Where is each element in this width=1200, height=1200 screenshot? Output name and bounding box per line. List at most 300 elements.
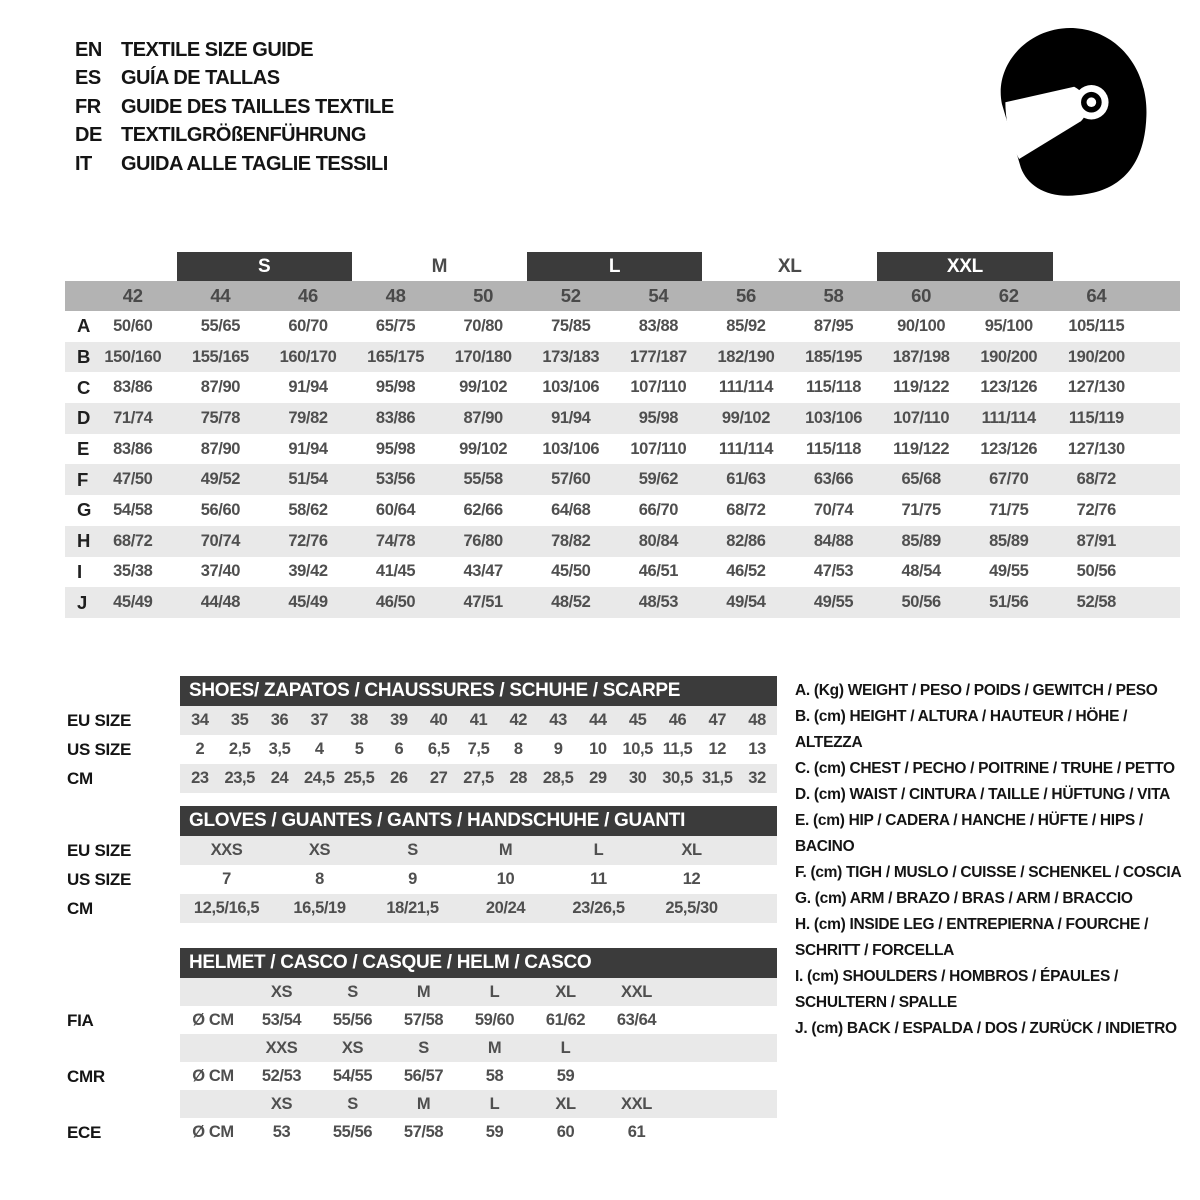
size-value: 59/62	[638, 470, 678, 489]
size-group-xxl: XXL	[877, 252, 1052, 281]
language-title: GUIDA ALLE TAGLIE TESSILI	[121, 152, 388, 175]
size-value: 54/55	[332, 1066, 373, 1085]
size-value: 87/90	[200, 378, 241, 397]
size-value: 2,5	[228, 740, 251, 758]
size-value: 190/200	[1067, 347, 1125, 366]
size-value: 74/78	[375, 531, 416, 550]
legend-item: A. (Kg) WEIGHT / PESO / POIDS / GEWITCH / PESO	[795, 682, 1158, 699]
language-row	[75, 122, 394, 151]
size-value: 23	[191, 769, 209, 787]
size-value: 68/72	[726, 500, 766, 519]
size-value: 90/100	[897, 316, 946, 335]
size-value: 115/118	[806, 439, 862, 458]
size-value: 6	[394, 740, 404, 758]
language-header	[75, 36, 394, 179]
size-value: 95/100	[984, 316, 1033, 335]
size-row-label: B	[77, 346, 91, 368]
helmet-size-table	[180, 948, 777, 1146]
size-value: 30,5	[662, 769, 693, 787]
size-value: 103/106	[542, 378, 600, 397]
legend-item: H. (cm) INSIDE LEG / ENTREPIERNA / FOURCHE / SCHRITT / FORCELLA	[795, 916, 1149, 959]
size-value: 62/66	[463, 500, 503, 519]
number-header-52: 52	[560, 285, 581, 306]
size-value: 165/175	[367, 347, 424, 366]
size-value: 10	[496, 870, 515, 888]
size-value: 39	[390, 711, 408, 729]
measurement-legend	[795, 678, 1195, 1042]
language-title: TEXTILE SIZE GUIDE	[121, 38, 314, 61]
size-value: 66/70	[638, 500, 678, 519]
size-value: 9	[553, 740, 563, 758]
legend-item: C. (cm) CHEST / PECHO / POITRINE / TRUHE / PETTO	[795, 760, 1175, 777]
size-row-f	[65, 464, 1180, 495]
size-value: 75/85	[551, 316, 591, 335]
size-value: 80/84	[638, 531, 678, 550]
side-label-cmr: CMR	[67, 1066, 105, 1086]
size-value: 87/95	[813, 316, 854, 335]
shoes-rows-row-1	[180, 735, 777, 764]
size-value: XS	[308, 841, 331, 859]
size-value: 28	[509, 769, 528, 787]
size-value: 91/94	[551, 408, 591, 427]
size-value: 70/80	[463, 316, 503, 335]
size-row-label: F	[77, 468, 89, 490]
helmet-size-label: S	[347, 1094, 358, 1113]
size-value: 57/58	[403, 1010, 444, 1029]
side-label-eu-size: EU SIZE	[67, 840, 132, 860]
size-value: 7,5	[467, 740, 490, 758]
size-value: 44/48	[200, 593, 241, 612]
size-value: 58	[485, 1066, 504, 1085]
size-value: 25,5	[343, 769, 375, 787]
size-value: 103/106	[542, 439, 600, 458]
legend-item: G. (cm) ARM / BRAZO / BRAS / ARM / BRACCIO	[795, 890, 1133, 907]
side-label-cm: CM	[67, 768, 93, 788]
size-value: 53/54	[261, 1010, 302, 1029]
size-value: 111/114	[981, 408, 1036, 427]
size-value: 31,5	[702, 769, 733, 787]
size-value: 68/72	[1076, 470, 1116, 489]
size-value: XXS	[210, 841, 243, 859]
legend-item: J. (cm) BACK / ESPALDA / DOS / ZURÜCK / INDIETRO	[795, 1020, 1177, 1037]
gloves-title-bar: GLOVES / GUANTES / GANTS / HANDSCHUHE / GUANTI	[180, 806, 777, 836]
helmet-size-label: L	[560, 1038, 571, 1057]
size-value: 29	[589, 769, 607, 787]
helmet-size-label: S	[347, 982, 358, 1001]
size-value: 55/56	[332, 1122, 373, 1141]
size-value: 83/86	[113, 439, 153, 458]
size-row-label: H	[77, 530, 91, 552]
shoes-rows	[180, 706, 777, 793]
size-value: 37/40	[200, 562, 241, 581]
gloves-rows-row-0	[180, 836, 777, 865]
size-value: 59/60	[474, 1010, 515, 1029]
size-value: 23,5	[224, 769, 255, 787]
size-value: 107/110	[630, 378, 687, 397]
size-value: M	[498, 841, 513, 859]
gloves-rows	[180, 836, 777, 923]
size-value: 190/200	[980, 347, 1038, 366]
size-value: 84/88	[813, 531, 854, 550]
size-value: 13	[748, 740, 766, 758]
size-value: 41	[469, 711, 488, 729]
size-value: 45/49	[288, 593, 328, 612]
language-title: GUÍA DE TALLAS	[121, 67, 280, 90]
size-value: 91/94	[288, 378, 328, 397]
garment-size-rows	[65, 311, 1180, 618]
legend-item: I. (cm) SHOULDERS / HOMBROS / ÉPAULES / SCHULTERN / SPALLE	[795, 968, 1119, 1011]
size-value: 65/75	[375, 316, 416, 335]
size-value: 55/56	[332, 1010, 373, 1029]
size-value: 24	[270, 769, 289, 787]
size-value: 78/82	[551, 531, 591, 550]
size-value: 55/58	[463, 470, 503, 489]
size-group-m: M	[431, 255, 448, 277]
size-value: 37	[310, 711, 329, 729]
size-value: 50/56	[1076, 562, 1116, 581]
size-value: 5	[354, 740, 364, 758]
size-value: 111/114	[718, 439, 774, 458]
size-value: 43	[549, 711, 567, 729]
size-value: 75/78	[200, 408, 241, 427]
size-value: 46/50	[375, 593, 416, 612]
size-value: 160/170	[279, 347, 337, 366]
size-value: 34	[191, 711, 209, 729]
size-value: 28,5	[542, 769, 574, 787]
helmet-unit-label: Ø CM	[192, 1122, 234, 1141]
size-value: 85/89	[901, 531, 941, 550]
size-value: S	[407, 841, 418, 859]
size-value: 65/68	[901, 470, 941, 489]
size-value: 95/98	[638, 408, 678, 427]
size-value: 51/56	[989, 593, 1029, 612]
size-value: 99/102	[721, 408, 770, 427]
size-value: 45	[628, 711, 647, 729]
language-code: IT	[75, 152, 92, 175]
helmet-sizes-header-cmr	[180, 1034, 777, 1062]
helmet-size-label: XS	[270, 982, 293, 1001]
size-value: 20/24	[485, 899, 526, 917]
helmet-sizes-header-fia	[180, 978, 777, 1006]
helmet-size-label: XXL	[621, 1094, 652, 1113]
size-value: 54/58	[113, 500, 153, 519]
helmet-values-cmr	[180, 1062, 777, 1090]
size-value: 127/130	[1067, 439, 1125, 458]
size-value: 8	[513, 740, 523, 758]
size-value: 6,5	[427, 740, 450, 758]
helmet-size-label: M	[416, 982, 431, 1001]
size-value: 79/82	[288, 408, 328, 427]
size-value: 10,5	[622, 740, 653, 758]
size-value: 50/60	[113, 316, 153, 335]
helmet-size-label: XL	[555, 1094, 576, 1113]
size-value: 38	[350, 711, 368, 729]
size-value: 26	[390, 769, 408, 787]
helmet-size-label: M	[416, 1094, 431, 1113]
size-value: 47/53	[813, 562, 854, 581]
size-value: 39/42	[288, 562, 328, 581]
size-value: 58/62	[288, 500, 328, 519]
language-code: FR	[75, 95, 101, 118]
size-value: 12,5/16,5	[193, 899, 260, 917]
size-value: 87/90	[200, 439, 241, 458]
helmet-size-label: XXS	[265, 1038, 298, 1057]
size-value: 12	[708, 740, 727, 758]
size-value: 10	[589, 740, 607, 758]
size-row-j	[65, 587, 1180, 618]
size-value: 43/47	[463, 562, 503, 581]
size-value: 83/88	[638, 316, 678, 335]
helmet-unit-label: Ø CM	[192, 1066, 234, 1085]
side-label-us-size: US SIZE	[67, 739, 132, 759]
size-value: 115/119	[1068, 408, 1124, 427]
size-value: 71/74	[113, 408, 153, 427]
size-value: 27	[429, 769, 448, 787]
number-header-48: 48	[385, 285, 406, 306]
size-row-label: I	[77, 560, 83, 582]
size-value: 57/60	[551, 470, 591, 489]
size-number-header-row	[65, 281, 1180, 311]
helmet-unit-label: Ø CM	[192, 1010, 234, 1029]
size-group-xl: XL	[777, 255, 802, 277]
size-value: 107/110	[893, 408, 950, 427]
size-row-label: C	[77, 376, 91, 398]
size-value: 42	[509, 711, 528, 729]
helmet-size-label: XS	[270, 1094, 293, 1113]
size-value: 61/63	[726, 470, 766, 489]
shoes-size-table	[180, 676, 777, 793]
size-row-h	[65, 526, 1180, 557]
size-value: 64/68	[551, 500, 591, 519]
size-value: 185/195	[805, 347, 862, 366]
size-value: 95/98	[375, 439, 416, 458]
size-row-label: G	[77, 499, 92, 521]
gloves-size-table	[180, 806, 777, 923]
size-value: 70/74	[200, 531, 241, 550]
language-row	[75, 93, 394, 122]
size-value: 11,5	[662, 740, 693, 758]
size-row-a	[65, 311, 1180, 342]
size-value: 55/65	[200, 316, 241, 335]
size-value: 170/180	[454, 347, 512, 366]
size-value: 68/72	[113, 531, 153, 550]
size-value: 127/130	[1067, 378, 1125, 397]
size-value: 150/160	[104, 347, 162, 366]
size-value: 46	[668, 711, 687, 729]
shoes-title-bar: SHOES/ ZAPATOS / CHAUSSURES / SCHUHE / SCARPE	[180, 676, 777, 706]
helmet-title-bar: HELMET / CASCO / CASQUE / HELM / CASCO	[180, 948, 777, 978]
size-value: 83/86	[375, 408, 416, 427]
language-row	[75, 150, 394, 179]
number-header-46: 46	[297, 285, 318, 306]
size-value: 103/106	[805, 408, 862, 427]
size-value: 187/198	[892, 347, 950, 366]
language-title: TEXTILGRÖßENFÜHRUNG	[121, 124, 366, 147]
number-header-56: 56	[735, 285, 756, 306]
size-value: 63/64	[616, 1010, 657, 1029]
size-row-e	[65, 434, 1180, 465]
language-code: EN	[75, 38, 102, 61]
size-value: XL	[681, 841, 702, 859]
side-label-eu-size: EU SIZE	[67, 710, 132, 730]
language-title: GUIDE DES TAILLES TEXTILE	[121, 95, 394, 118]
number-header-62: 62	[998, 285, 1019, 306]
size-value: 76/80	[463, 531, 503, 550]
size-value: 40	[429, 711, 448, 729]
size-value: 70/74	[813, 500, 854, 519]
helmet-size-label: XS	[341, 1038, 364, 1057]
size-value: 27,5	[463, 769, 494, 787]
gloves-rows-row-1	[180, 865, 777, 894]
size-row-label: J	[77, 591, 88, 613]
garment-size-table	[65, 252, 1180, 618]
number-header-42: 42	[122, 285, 143, 306]
size-value: 18/21,5	[386, 899, 439, 917]
size-value: 91/94	[288, 439, 328, 458]
size-value: 119/122	[893, 378, 950, 397]
size-value: 7	[222, 870, 231, 888]
language-code: DE	[75, 124, 102, 147]
side-label-cm: CM	[67, 898, 93, 918]
shoes-rows-row-2	[180, 764, 777, 793]
size-value: 177/187	[629, 347, 687, 366]
size-value: 60/64	[375, 500, 416, 519]
size-value: 123/126	[980, 439, 1038, 458]
size-value: 47	[708, 711, 727, 729]
size-value: 47/51	[463, 593, 503, 612]
size-value: 48/54	[901, 562, 941, 581]
size-value: 24,5	[304, 769, 335, 787]
size-value: 52/53	[261, 1066, 302, 1085]
size-row-label: D	[77, 407, 91, 429]
size-value: 53/56	[375, 470, 416, 489]
size-value: 82/86	[726, 531, 766, 550]
helmet-size-label: L	[489, 1094, 500, 1113]
size-value: 95/98	[375, 378, 416, 397]
size-value: 47/50	[113, 470, 153, 489]
size-value: 11	[590, 870, 607, 888]
helmet-size-label: M	[487, 1038, 502, 1057]
helmet-size-label: S	[418, 1038, 429, 1057]
helmet-size-label: XL	[555, 982, 576, 1001]
size-value: 3,5	[268, 740, 291, 758]
shoes-rows-row-0	[180, 706, 777, 735]
size-value: 87/90	[463, 408, 503, 427]
size-row-label: E	[77, 438, 90, 460]
racing-helmet-icon	[983, 20, 1155, 212]
size-value: 123/126	[980, 378, 1038, 397]
size-value: 46/52	[726, 562, 766, 581]
size-value: 67/70	[989, 470, 1029, 489]
size-group-l: L	[527, 252, 702, 281]
size-value: 72/76	[288, 531, 328, 550]
size-value: 9	[408, 870, 417, 888]
size-value: 48/52	[551, 593, 591, 612]
size-value: 71/75	[901, 500, 941, 519]
size-value: 49/52	[200, 470, 241, 489]
size-value: 49/54	[726, 593, 766, 612]
size-value: 46/51	[638, 562, 678, 581]
size-value: 4	[314, 740, 324, 758]
size-value: 51/54	[288, 470, 328, 489]
language-row	[75, 65, 394, 94]
helmet-size-label: XXL	[621, 982, 652, 1001]
legend-item: E. (cm) HIP / CADERA / HANCHE / HÜFTE / HIPS / BACINO	[795, 812, 1143, 855]
size-value: 23/26,5	[572, 899, 625, 917]
size-value: 35/38	[113, 562, 153, 581]
size-value: 87/91	[1076, 531, 1116, 550]
side-label-ece: ECE	[67, 1122, 102, 1142]
helmet-values-fia	[180, 1006, 777, 1034]
size-value: 173/183	[542, 347, 600, 366]
number-header-50: 50	[473, 285, 494, 306]
size-row-d	[65, 403, 1180, 434]
language-row	[75, 36, 394, 65]
size-value: 56/57	[403, 1066, 444, 1085]
size-value: 2	[195, 740, 205, 758]
helmet-values-ece	[180, 1118, 777, 1146]
size-value: 52/58	[1076, 593, 1116, 612]
legend-item: B. (cm) HEIGHT / ALTURA / HAUTEUR / HÖHE / ALTEZZA	[795, 708, 1128, 751]
size-value: 57/58	[403, 1122, 444, 1141]
size-value: 49/55	[813, 593, 854, 612]
number-header-64: 64	[1086, 285, 1107, 306]
size-value: 30	[628, 769, 647, 787]
size-value: 60	[556, 1122, 575, 1141]
size-value: 59	[485, 1122, 504, 1141]
size-value: 16,5/19	[293, 899, 346, 917]
size-value: 48/53	[638, 593, 678, 612]
size-value: 72/76	[1076, 500, 1116, 519]
size-row-i	[65, 557, 1180, 588]
size-row-label: A	[77, 315, 91, 337]
size-value: 99/102	[459, 378, 508, 397]
size-value: 60/70	[288, 316, 328, 335]
size-value: 45/50	[551, 562, 591, 581]
number-header-54: 54	[648, 285, 669, 306]
size-value: 61/62	[545, 1010, 586, 1029]
size-value: 59	[556, 1066, 575, 1085]
size-group-s: S	[177, 252, 352, 281]
size-value: 71/75	[989, 500, 1029, 519]
size-value: 8	[315, 870, 324, 888]
size-value: 61	[627, 1122, 646, 1141]
size-value: 56/60	[200, 500, 241, 519]
size-value: 83/86	[113, 378, 153, 397]
size-value: 50/56	[901, 593, 941, 612]
helmet-sizes-header-ece	[180, 1090, 777, 1118]
size-value: 155/165	[191, 347, 249, 366]
number-header-60: 60	[911, 285, 932, 306]
size-value: L	[593, 841, 604, 859]
legend-item: D. (cm) WAIST / CINTURA / TAILLE / HÜFTUNG / VITA	[795, 786, 1171, 803]
side-label-us-size: US SIZE	[67, 869, 132, 889]
size-value: 53	[272, 1122, 291, 1141]
side-label-fia: FIA	[67, 1010, 94, 1030]
size-value: 85/92	[726, 316, 766, 335]
size-value: 12	[682, 870, 701, 888]
size-value: 119/122	[893, 439, 950, 458]
size-value: 36	[270, 711, 289, 729]
helmet-size-label: L	[489, 982, 500, 1001]
size-value: 85/89	[989, 531, 1029, 550]
size-value: 99/102	[459, 439, 508, 458]
size-value: 25,5/30	[665, 899, 718, 917]
number-header-58: 58	[823, 285, 844, 306]
size-value: 35	[230, 711, 249, 729]
language-code: ES	[75, 67, 101, 90]
gloves-rows-row-2	[180, 894, 777, 923]
